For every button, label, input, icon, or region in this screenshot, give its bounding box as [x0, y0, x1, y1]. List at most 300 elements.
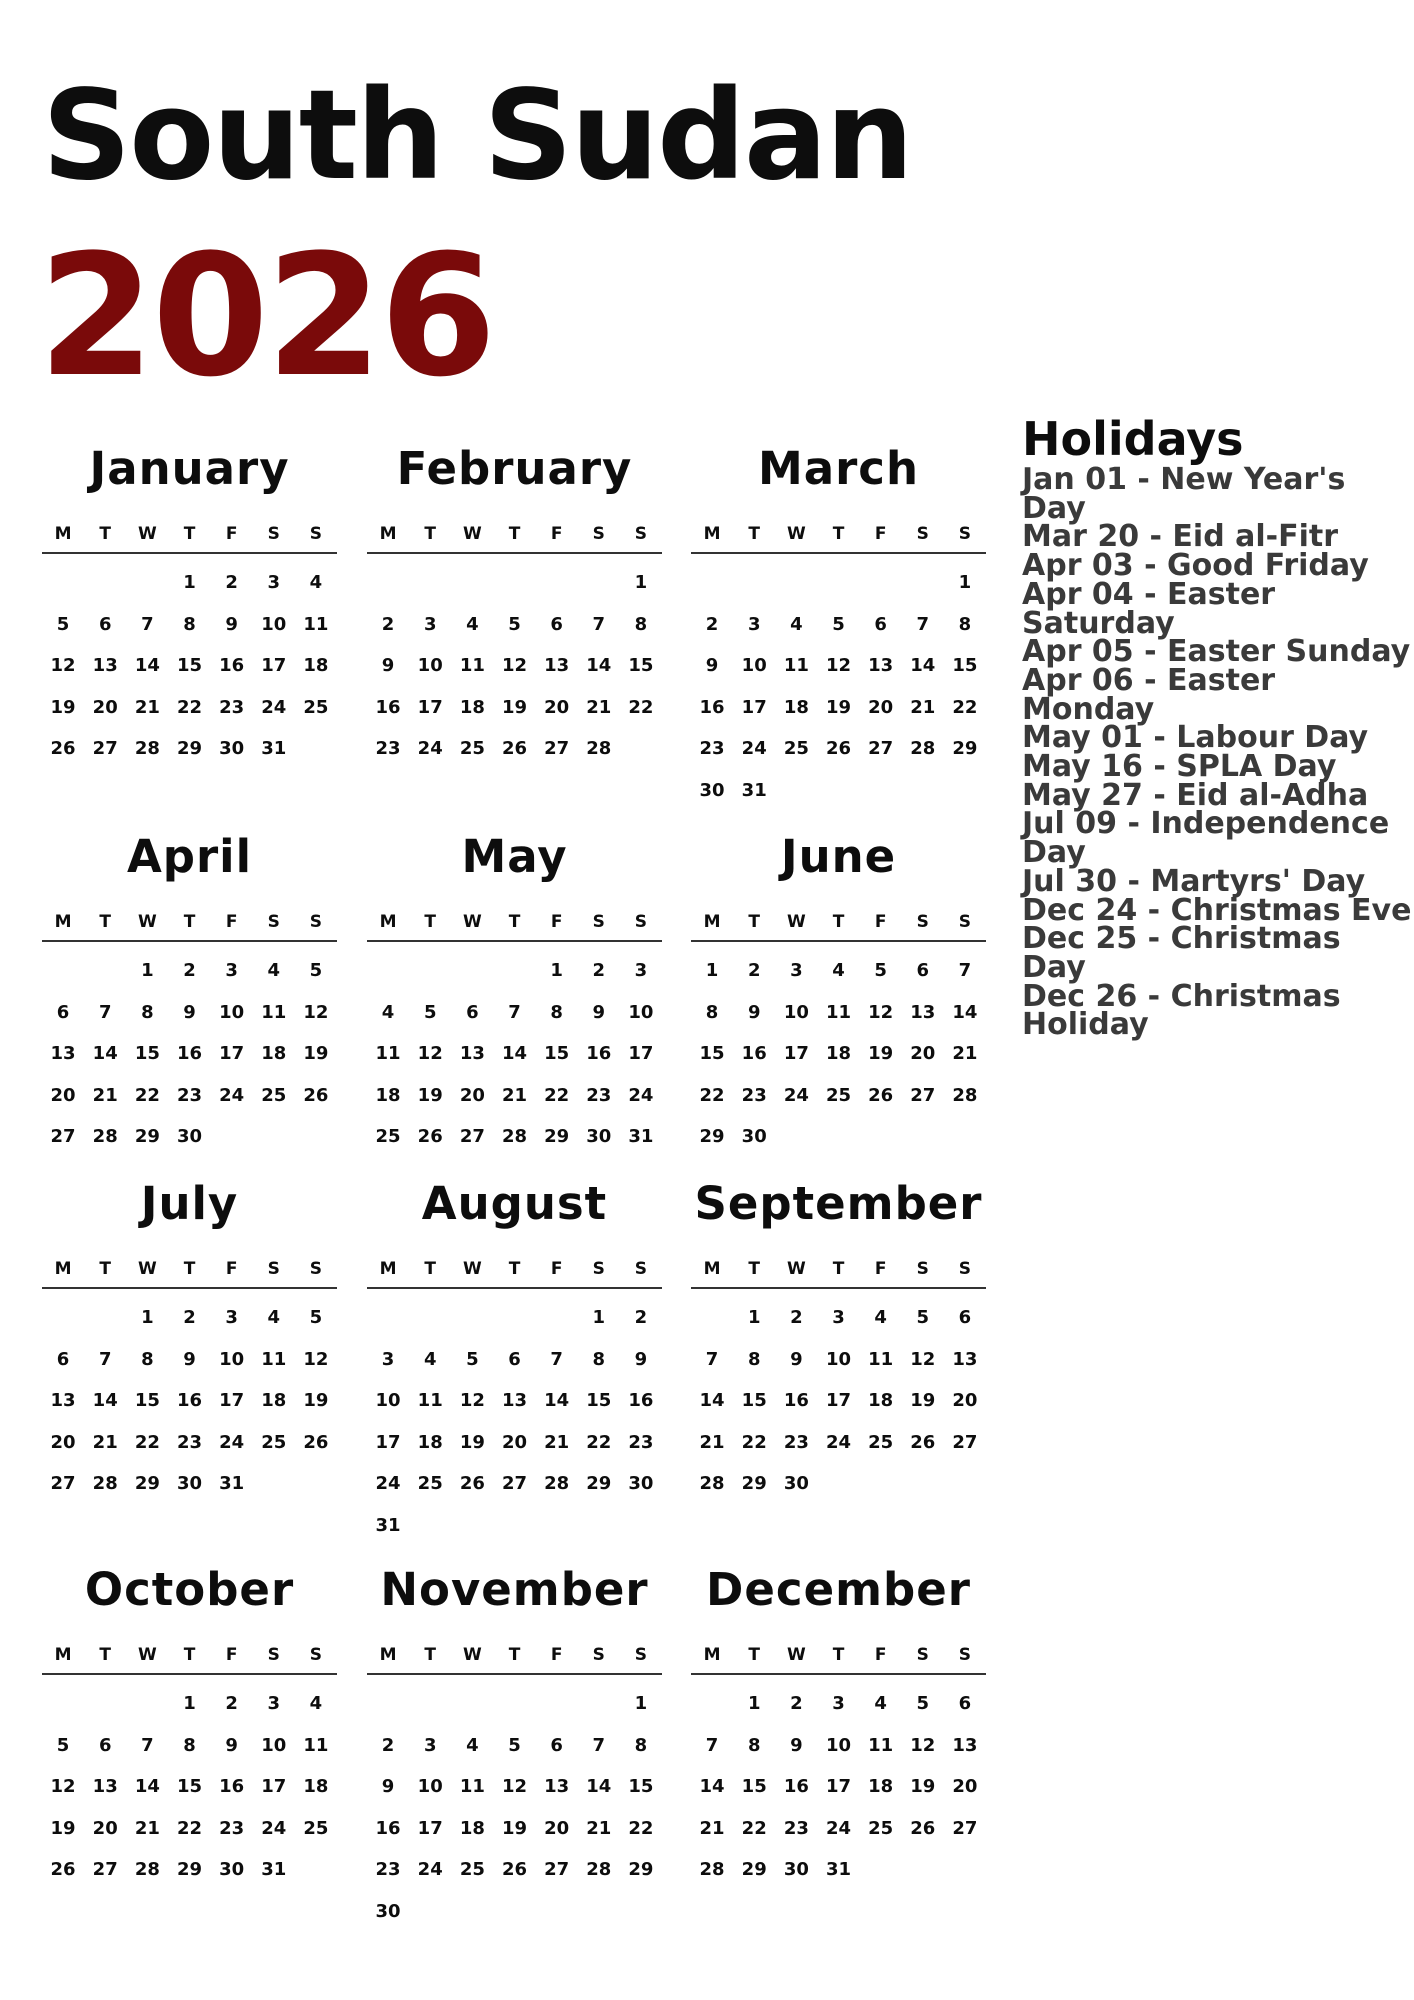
week-row — [367, 1116, 662, 1158]
day-cell: 21 — [134, 1817, 160, 1839]
day-cell: 27 — [544, 1859, 570, 1881]
day-cell: 15 — [176, 1776, 203, 1798]
week-row — [42, 1297, 337, 1339]
day-cell: 5 — [309, 1307, 323, 1329]
day-cell: 7 — [705, 1348, 719, 1370]
week-row — [367, 687, 662, 729]
day-cell: 12 — [50, 1776, 76, 1798]
day-cell: 15 — [586, 1390, 612, 1412]
day-cell: 5 — [56, 613, 70, 635]
weekday-header: T — [508, 1645, 521, 1665]
day-cell: 25 — [417, 1473, 443, 1495]
day-cell: 27 — [92, 738, 118, 760]
day-cell: 21 — [501, 1084, 528, 1106]
day-cell: 2 — [225, 1693, 238, 1715]
day-cell: 30 — [741, 1126, 767, 1148]
week-row — [42, 1766, 337, 1808]
day-cell: 25 — [459, 1859, 485, 1881]
day-cell: 26 — [50, 738, 76, 760]
day-cell: 7 — [592, 613, 606, 635]
day-cell: 1 — [183, 572, 196, 594]
month-november — [367, 1563, 662, 1932]
day-cell: 7 — [592, 1734, 606, 1756]
weekday-header: W — [137, 1259, 157, 1279]
day-cell: 21 — [92, 1084, 118, 1106]
day-cell: 10 — [417, 1776, 443, 1798]
day-cell: 4 — [466, 613, 479, 635]
week-row — [42, 1116, 337, 1158]
week-row — [691, 1116, 986, 1158]
day-cell: 25 — [825, 1084, 852, 1106]
week-row — [691, 1033, 986, 1075]
day-cell: 12 — [50, 655, 76, 677]
month-name: December — [706, 1563, 971, 1616]
week-row — [42, 950, 337, 992]
day-cell: 31 — [741, 779, 767, 801]
day-cell: 15 — [741, 1776, 767, 1798]
day-cell: 23 — [375, 738, 401, 760]
day-cell: 12 — [459, 1390, 485, 1412]
day-cell: 13 — [50, 1390, 76, 1412]
weekday-header: M — [379, 1259, 397, 1279]
day-cell: 18 — [375, 1084, 401, 1106]
day-cell: 12 — [303, 1348, 329, 1370]
weekday-header: W — [137, 1645, 157, 1665]
day-cell: 29 — [176, 738, 203, 760]
holiday-item: Mar 20 - Eid al-Fitr — [1022, 519, 1339, 555]
day-cell: 23 — [628, 1431, 654, 1453]
holiday-item: Apr 03 - Good Friday — [1022, 548, 1369, 584]
weekday-header: S — [267, 1259, 280, 1279]
day-cell: 22 — [176, 1817, 203, 1839]
day-cell: 10 — [783, 1001, 809, 1023]
weekday-header: M — [379, 1645, 397, 1665]
week-row — [691, 1422, 986, 1464]
week-row — [691, 1683, 986, 1725]
day-cell: 8 — [747, 1348, 761, 1370]
day-cell: 22 — [741, 1431, 767, 1453]
day-cell: 10 — [825, 1348, 852, 1370]
day-cell: 6 — [550, 613, 563, 635]
day-cell: 28 — [952, 1084, 978, 1106]
day-cell: 18 — [783, 696, 809, 718]
day-cell: 10 — [261, 1734, 287, 1756]
month-june — [691, 830, 986, 1158]
weekday-header: W — [786, 1259, 806, 1279]
weekday-header: F — [874, 1645, 887, 1665]
week-row — [367, 1505, 662, 1547]
day-cell: 18 — [459, 1817, 485, 1839]
weekday-header: S — [958, 1645, 972, 1665]
weekday-header: F — [550, 1645, 563, 1665]
week-row — [367, 562, 662, 604]
weekday-header: T — [748, 1259, 761, 1279]
month-name: June — [780, 830, 897, 883]
week-row — [367, 604, 662, 646]
weekday-header-row — [691, 1637, 986, 1675]
weekday-header: M — [54, 912, 72, 932]
weekday-header-row — [367, 516, 662, 554]
month-name: July — [140, 1177, 239, 1230]
day-cell: 8 — [183, 613, 196, 635]
day-cell: 11 — [825, 1001, 852, 1023]
week-row — [691, 992, 986, 1034]
day-cell: 31 — [261, 738, 287, 760]
day-cell: 15 — [699, 1043, 725, 1065]
day-cell: 11 — [459, 1776, 485, 1798]
holiday-item: Apr 04 - Easter Saturday — [1022, 576, 1276, 641]
day-cell: 23 — [375, 1859, 401, 1881]
day-cell: 23 — [219, 696, 245, 718]
day-cell: 24 — [741, 738, 767, 760]
day-cell: 14 — [952, 1001, 978, 1023]
weekday-header: W — [462, 912, 482, 932]
day-cell: 18 — [459, 696, 485, 718]
weekday-header: S — [634, 1259, 648, 1279]
weekday-header: T — [99, 912, 112, 932]
day-cell: 27 — [544, 738, 570, 760]
holidays-title: Holidays — [1022, 412, 1244, 466]
week-row — [367, 1849, 662, 1891]
day-cell: 7 — [916, 613, 930, 635]
weekday-header: T — [424, 1259, 437, 1279]
day-cell: 24 — [219, 1431, 245, 1453]
day-cell: 16 — [628, 1390, 654, 1412]
day-cell: 19 — [910, 1390, 936, 1412]
day-cell: 24 — [261, 1817, 287, 1839]
day-cell: 23 — [783, 1431, 809, 1453]
day-cell: 3 — [423, 1734, 437, 1756]
day-cell: 3 — [381, 1348, 395, 1370]
weekday-header: F — [225, 1645, 238, 1665]
weekday-header: M — [703, 1645, 721, 1665]
day-cell: 26 — [868, 1084, 894, 1106]
day-cell: 11 — [868, 1348, 894, 1370]
day-cell: 20 — [544, 1817, 570, 1839]
day-cell: 14 — [699, 1390, 725, 1412]
day-cell: 8 — [183, 1734, 196, 1756]
weekday-header: S — [916, 912, 929, 932]
day-cell: 1 — [705, 960, 719, 982]
week-row — [691, 1808, 986, 1850]
day-cell: 8 — [592, 1348, 606, 1370]
week-row — [367, 1033, 662, 1075]
day-cell: 15 — [741, 1390, 767, 1412]
day-cell: 16 — [375, 1817, 401, 1839]
day-cell: 13 — [910, 1001, 936, 1023]
weekday-header: M — [703, 912, 721, 932]
weekday-header-row — [367, 1251, 662, 1289]
day-cell: 18 — [868, 1390, 894, 1412]
day-cell: 21 — [586, 696, 612, 718]
day-cell: 4 — [790, 613, 803, 635]
day-cell: 20 — [501, 1431, 528, 1453]
day-cell: 30 — [219, 1859, 245, 1881]
day-cell: 10 — [741, 655, 767, 677]
day-cell: 10 — [628, 1001, 654, 1023]
day-cell: 21 — [699, 1431, 725, 1453]
day-cell: 16 — [699, 696, 725, 718]
weekday-header: S — [592, 912, 605, 932]
day-cell: 9 — [183, 1001, 196, 1023]
weekday-header: T — [99, 1645, 112, 1665]
weekday-header: S — [634, 912, 648, 932]
weekday-header: W — [462, 1259, 482, 1279]
day-cell: 25 — [868, 1431, 894, 1453]
day-cell: 14 — [501, 1043, 528, 1065]
weekday-header: W — [462, 1645, 482, 1665]
day-cell: 5 — [916, 1693, 930, 1715]
day-cell: 5 — [56, 1734, 70, 1756]
day-cell: 28 — [501, 1126, 528, 1148]
weekday-header: T — [183, 524, 196, 544]
week-row — [367, 1683, 662, 1725]
day-cell: 13 — [868, 655, 894, 677]
day-cell: 10 — [219, 1348, 245, 1370]
day-cell: 14 — [92, 1390, 118, 1412]
day-cell: 25 — [303, 1817, 329, 1839]
day-cell: 25 — [868, 1817, 894, 1839]
day-cell: 15 — [628, 655, 654, 677]
weekday-header: S — [634, 1645, 648, 1665]
day-cell: 24 — [261, 696, 287, 718]
day-cell: 2 — [790, 1693, 803, 1715]
week-row — [367, 1380, 662, 1422]
week-row — [42, 992, 337, 1034]
weekday-header: W — [137, 912, 157, 932]
day-cell: 5 — [466, 1348, 479, 1370]
day-cell: 24 — [375, 1473, 401, 1495]
holiday-item: Apr 05 - Easter Sunday — [1022, 634, 1411, 670]
day-cell: 4 — [309, 1693, 323, 1715]
day-cell: 1 — [141, 960, 154, 982]
weekday-header: S — [592, 1259, 605, 1279]
day-cell: 5 — [874, 960, 887, 982]
day-cell: 4 — [874, 1307, 887, 1329]
day-cell: 16 — [783, 1390, 809, 1412]
day-cell: 28 — [134, 1859, 160, 1881]
day-cell: 6 — [958, 1693, 972, 1715]
month-name: January — [89, 442, 290, 495]
week-row — [367, 1808, 662, 1850]
holiday-item: Jan 01 - New Year's Day — [1022, 462, 1346, 526]
day-cell: 2 — [183, 1307, 196, 1329]
day-cell: 24 — [417, 1859, 443, 1881]
day-cell: 18 — [868, 1776, 894, 1798]
day-cell: 16 — [741, 1043, 767, 1065]
weekday-header-row — [367, 1637, 662, 1675]
week-row — [367, 1075, 662, 1117]
day-cell: 17 — [375, 1431, 401, 1453]
day-cell: 2 — [225, 572, 238, 594]
day-cell: 2 — [705, 613, 719, 635]
week-row — [691, 1339, 986, 1381]
weekday-header: S — [309, 912, 323, 932]
day-cell: 23 — [176, 1431, 203, 1453]
weekday-header: S — [916, 1645, 929, 1665]
day-cell: 4 — [466, 1734, 479, 1756]
day-cell: 1 — [592, 1307, 606, 1329]
day-cell: 17 — [417, 696, 443, 718]
weekday-header: F — [225, 1259, 238, 1279]
month-name: October — [84, 1563, 295, 1616]
day-cell: 29 — [952, 738, 978, 760]
day-cell: 13 — [92, 655, 118, 677]
weekday-header: T — [183, 912, 196, 932]
week-row — [367, 950, 662, 992]
weekday-header: T — [748, 524, 761, 544]
day-cell: 19 — [501, 696, 528, 718]
weekday-header-row — [42, 516, 337, 554]
day-cell: 5 — [309, 960, 323, 982]
day-cell: 28 — [586, 1859, 612, 1881]
day-cell: 20 — [459, 1084, 485, 1106]
day-cell: 15 — [176, 655, 203, 677]
day-cell: 23 — [699, 738, 725, 760]
day-cell: 20 — [50, 1084, 76, 1106]
day-cell: 28 — [544, 1473, 570, 1495]
week-row — [42, 1380, 337, 1422]
day-cell: 31 — [825, 1859, 852, 1881]
weekday-header: S — [309, 1645, 323, 1665]
day-cell: 29 — [544, 1126, 570, 1148]
weekday-header: F — [225, 912, 238, 932]
week-row — [42, 1463, 337, 1505]
day-cell: 3 — [747, 613, 761, 635]
day-cell: 26 — [501, 738, 528, 760]
day-cell: 8 — [634, 1734, 648, 1756]
day-cell: 9 — [790, 1734, 803, 1756]
day-cell: 9 — [747, 1001, 761, 1023]
day-cell: 5 — [832, 613, 845, 635]
week-row — [42, 1683, 337, 1725]
day-cell: 27 — [501, 1473, 528, 1495]
day-cell: 3 — [423, 613, 437, 635]
weekday-header: F — [874, 912, 887, 932]
day-cell: 30 — [219, 738, 245, 760]
day-cell: 13 — [459, 1043, 485, 1065]
day-cell: 12 — [868, 1001, 894, 1023]
day-cell: 26 — [50, 1859, 76, 1881]
day-cell: 4 — [267, 1307, 281, 1329]
day-cell: 22 — [952, 696, 978, 718]
weekday-header-row — [691, 904, 986, 942]
day-cell: 31 — [628, 1126, 654, 1148]
week-row — [691, 687, 986, 729]
day-cell: 19 — [417, 1084, 443, 1106]
day-cell: 2 — [381, 1734, 395, 1756]
week-row — [691, 645, 986, 687]
day-cell: 3 — [832, 1307, 845, 1329]
day-cell: 14 — [134, 1776, 160, 1798]
day-cell: 7 — [958, 960, 972, 982]
day-cell: 26 — [825, 738, 852, 760]
day-cell: 4 — [267, 960, 281, 982]
weekday-header: S — [916, 1259, 929, 1279]
day-cell: 1 — [634, 1693, 648, 1715]
day-cell: 8 — [705, 1001, 719, 1023]
day-cell: 11 — [303, 613, 329, 635]
day-cell: 27 — [952, 1431, 978, 1453]
day-cell: 8 — [141, 1001, 154, 1023]
day-cell: 22 — [544, 1084, 570, 1106]
day-cell: 1 — [141, 1307, 154, 1329]
day-cell: 3 — [790, 960, 803, 982]
day-cell: 11 — [375, 1043, 401, 1065]
day-cell: 13 — [544, 655, 570, 677]
day-cell: 13 — [952, 1734, 978, 1756]
day-cell: 10 — [417, 655, 443, 677]
day-cell: 9 — [705, 655, 719, 677]
day-cell: 10 — [219, 1001, 245, 1023]
day-cell: 4 — [309, 572, 323, 594]
day-cell: 1 — [958, 572, 972, 594]
day-cell: 26 — [910, 1431, 936, 1453]
day-cell: 18 — [417, 1431, 443, 1453]
weekday-header: T — [183, 1259, 196, 1279]
weekday-header: S — [309, 1259, 323, 1279]
day-cell: 22 — [586, 1431, 612, 1453]
day-cell: 23 — [176, 1084, 203, 1106]
year-heading: 2026 — [38, 218, 494, 414]
weekday-header: F — [874, 524, 887, 544]
day-cell: 9 — [634, 1348, 648, 1370]
day-cell: 12 — [825, 655, 852, 677]
day-cell: 12 — [303, 1001, 329, 1023]
day-cell: 28 — [699, 1473, 725, 1495]
week-row — [691, 1849, 986, 1891]
week-row — [367, 1725, 662, 1767]
day-cell: 30 — [783, 1859, 809, 1881]
day-cell: 10 — [375, 1390, 401, 1412]
day-cell: 13 — [544, 1776, 570, 1798]
month-name: April — [126, 830, 253, 883]
day-cell: 16 — [783, 1776, 809, 1798]
weekday-header: W — [786, 1645, 806, 1665]
day-cell: 1 — [634, 572, 648, 594]
day-cell: 28 — [134, 738, 160, 760]
week-row — [42, 1849, 337, 1891]
day-cell: 5 — [508, 1734, 521, 1756]
day-cell: 31 — [261, 1859, 287, 1881]
day-cell: 20 — [92, 1817, 118, 1839]
day-cell: 25 — [303, 696, 329, 718]
day-cell: 9 — [381, 655, 395, 677]
day-cell: 3 — [832, 1693, 845, 1715]
day-cell: 2 — [634, 1307, 648, 1329]
month-july — [42, 1177, 337, 1505]
month-january — [42, 442, 337, 770]
day-cell: 15 — [544, 1043, 570, 1065]
day-cell: 1 — [747, 1693, 761, 1715]
day-cell: 11 — [868, 1734, 894, 1756]
day-cell: 29 — [586, 1473, 612, 1495]
month-name: August — [421, 1177, 608, 1230]
day-cell: 21 — [134, 696, 160, 718]
day-cell: 3 — [634, 960, 648, 982]
day-cell: 6 — [508, 1348, 521, 1370]
week-row — [691, 728, 986, 770]
day-cell: 6 — [916, 960, 930, 982]
day-cell: 10 — [825, 1734, 852, 1756]
day-cell: 6 — [874, 613, 887, 635]
weekday-header-row — [42, 1637, 337, 1675]
day-cell: 23 — [219, 1817, 245, 1839]
weekday-header-row — [367, 904, 662, 942]
day-cell: 29 — [628, 1859, 654, 1881]
day-cell: 11 — [417, 1390, 443, 1412]
day-cell: 8 — [634, 613, 648, 635]
